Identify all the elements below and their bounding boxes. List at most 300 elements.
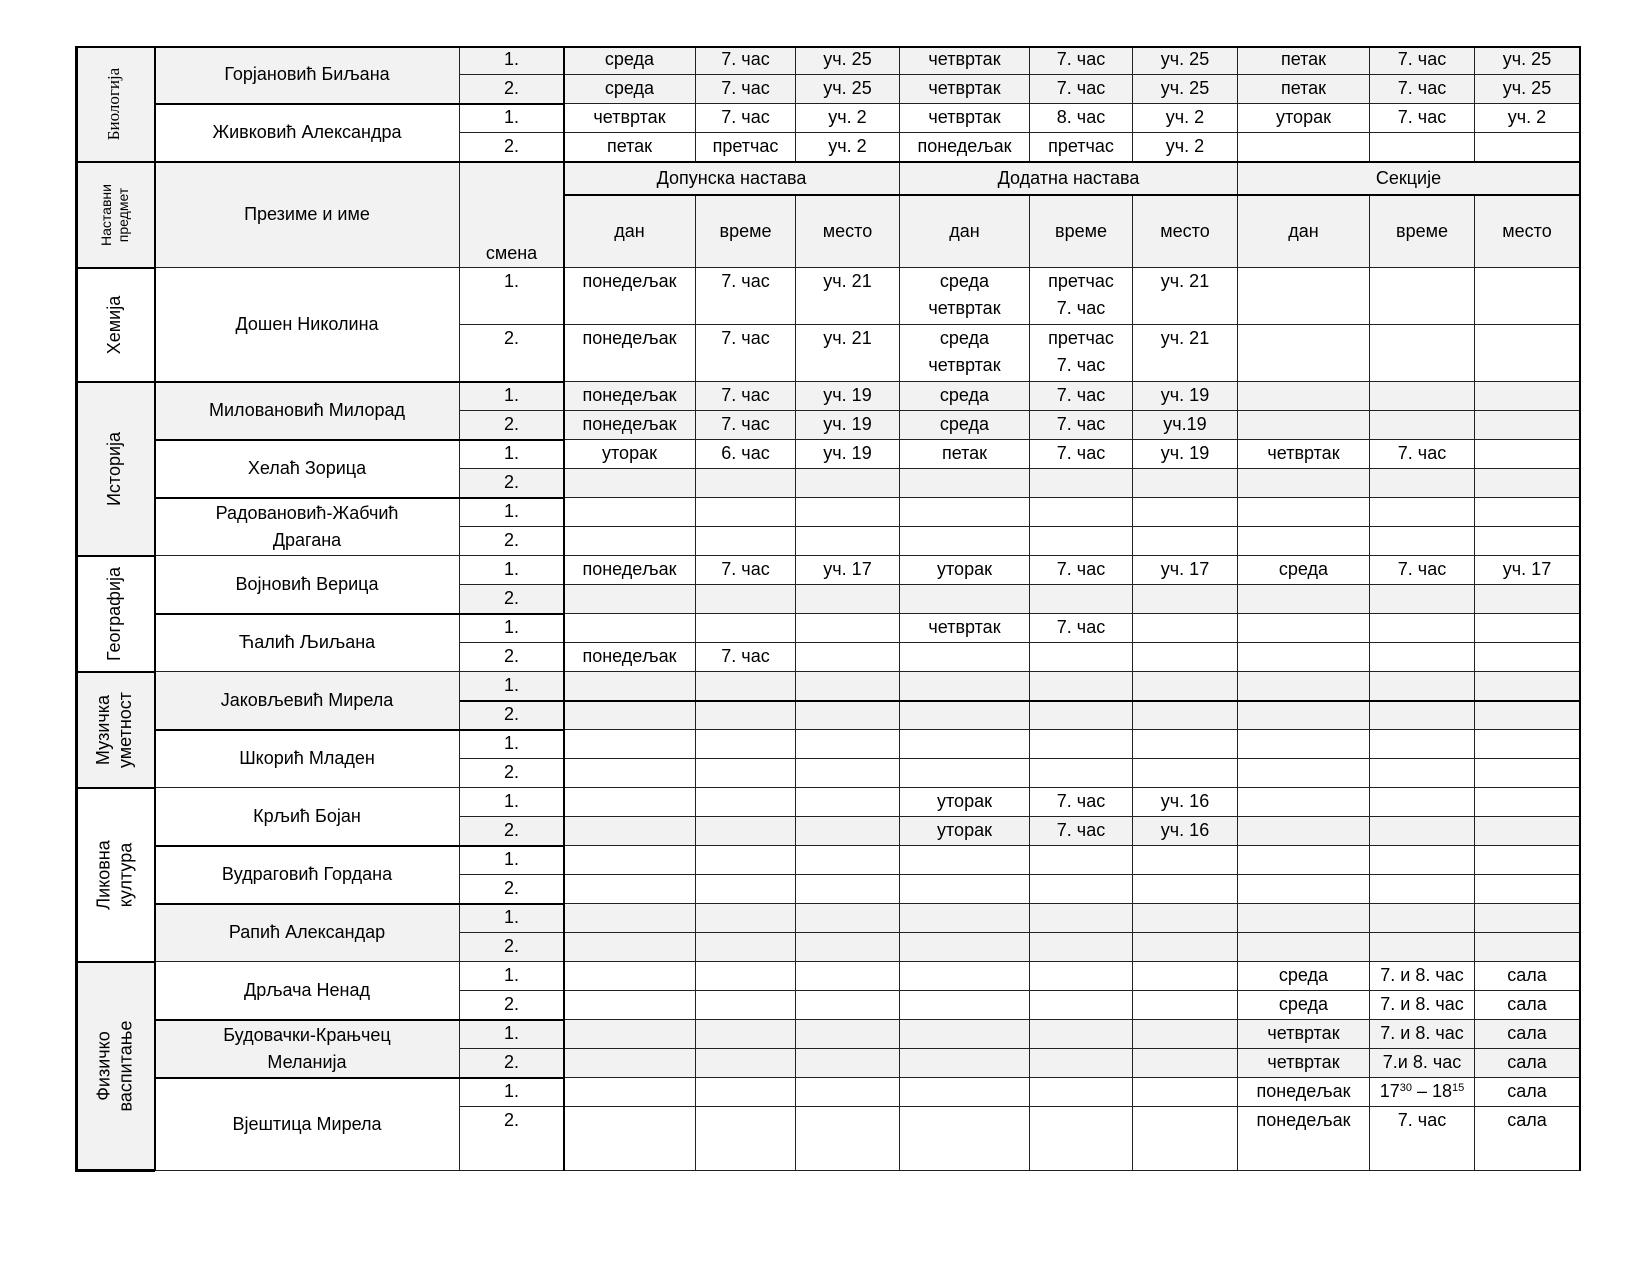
extra-day-cell [564, 846, 696, 875]
extra-place-cell [796, 817, 900, 846]
add-place-cell [1133, 46, 1238, 75]
add-time-cell [1030, 817, 1133, 846]
add-place-cell [1133, 991, 1238, 1020]
cell-text: 7. час [1397, 78, 1447, 98]
add-time-cell [1030, 962, 1133, 991]
cell-text: 7. час [721, 559, 770, 579]
extra-day-cell [564, 469, 696, 498]
sect-time-cell [1370, 556, 1475, 585]
sect-day-cell [1238, 498, 1370, 527]
cell-text: 6. час [721, 443, 770, 463]
add-place-cell [1133, 469, 1238, 498]
teacher-name [155, 556, 460, 614]
add-place-cell [1133, 759, 1238, 788]
add-time-cell [1030, 1078, 1133, 1107]
add-place-cell [1133, 643, 1238, 672]
shift-cell [460, 1078, 564, 1107]
add-day-cell [900, 133, 1030, 162]
add-time-cell [1030, 672, 1133, 701]
shift-cell [460, 268, 564, 325]
add-day-cell [900, 904, 1030, 933]
shift-value: 2. [503, 472, 519, 492]
add-day-cell [900, 962, 1030, 991]
add-time-cell [1030, 875, 1133, 904]
sect-time-cell [1370, 643, 1475, 672]
sect-day-cell [1238, 46, 1370, 75]
cell-text: среда [1278, 994, 1329, 1014]
cell-text: 7. час [1056, 414, 1106, 434]
extra-place-cell [796, 1049, 900, 1078]
cell-text: 7.и 8. час [1382, 1052, 1462, 1072]
extra-time-cell [696, 991, 796, 1020]
add-day-cell [900, 672, 1030, 701]
extra-time-cell [696, 759, 796, 788]
header-sub-place [796, 195, 900, 268]
sect-day-cell [1238, 788, 1370, 817]
cell-text: сала [1507, 1052, 1547, 1072]
extra-day-cell [564, 46, 696, 75]
cell-text: сала [1507, 1110, 1547, 1130]
extra-day-cell [564, 440, 696, 469]
shift-cell [460, 614, 564, 643]
extra-place-cell [796, 846, 900, 875]
add-day-cell [900, 875, 1030, 904]
extra-time-cell [696, 788, 796, 817]
extra-day-cell [564, 962, 696, 991]
sect-time-cell [1370, 382, 1475, 411]
shift-value: 1. [503, 1081, 519, 1101]
sect-day-cell [1238, 991, 1370, 1020]
extra-place-cell [796, 991, 900, 1020]
shift-value: 2. [503, 588, 519, 608]
extra-place-cell [796, 268, 900, 325]
teacher-name-text: Живковић Александра [212, 122, 402, 142]
extra-place-cell [796, 1020, 900, 1049]
border-line [155, 1077, 564, 1079]
cell-text: уч.19 [1163, 414, 1207, 434]
shift-value: 1. [503, 501, 519, 521]
sect-place-cell [1475, 759, 1580, 788]
header-sub-label: дан [1288, 220, 1319, 241]
add-time-cell [1030, 104, 1133, 133]
sect-place-cell [1475, 701, 1580, 730]
shift-cell [460, 991, 564, 1020]
extra-time-cell [696, 1107, 796, 1171]
shift-cell [460, 904, 564, 933]
teacher-name-text: Крљић Бојан [253, 806, 361, 826]
sect-day-cell [1238, 411, 1370, 440]
shift-cell [460, 672, 564, 701]
sect-day-cell [1238, 440, 1370, 469]
sect-time-cell [1370, 469, 1475, 498]
sect-day-cell [1238, 585, 1370, 614]
teacher-name-text: Ћалић Љиљана [238, 632, 376, 652]
add-time-cell [1030, 991, 1133, 1020]
sect-day-cell [1238, 469, 1370, 498]
extra-time-cell [696, 730, 796, 759]
shift-value: 1. [503, 107, 519, 127]
shift-cell [460, 498, 564, 527]
sect-place-cell [1475, 614, 1580, 643]
teacher-name-text: Дошен Николина [235, 314, 379, 334]
cell-text: 7. час [1397, 443, 1447, 463]
cell-text: четвртак [928, 78, 1001, 98]
teacher-name-text: Шкорић Младен [239, 748, 375, 768]
extra-place-cell [796, 440, 900, 469]
add-time-cell [1030, 527, 1133, 556]
sect-time-cell [1370, 440, 1475, 469]
cell-text: уч. 19 [1160, 443, 1210, 463]
extra-time-cell [696, 411, 796, 440]
extra-time-cell [696, 268, 796, 325]
add-place-cell [1133, 104, 1238, 133]
cell-text: уч. 19 [823, 414, 872, 434]
add-day-cell [900, 1020, 1030, 1049]
add-time-cell [1030, 75, 1133, 104]
extra-time-cell [696, 846, 796, 875]
add-day-cell [900, 268, 1030, 325]
sect-time-cell [1370, 527, 1475, 556]
sect-day-cell [1238, 556, 1370, 585]
shift-cell [460, 1107, 564, 1171]
cell-text: уч. 25 [1502, 78, 1552, 98]
extra-place-cell [796, 75, 900, 104]
extra-time-cell [696, 614, 796, 643]
border-line [155, 729, 564, 731]
shift-cell [460, 527, 564, 556]
teacher-name [155, 104, 460, 162]
subject-cell [75, 382, 155, 556]
cell-text: понедељак [582, 646, 677, 666]
cell-text: среда четвртак [928, 271, 1001, 318]
add-place-cell [1133, 817, 1238, 846]
sect-place-cell [1475, 133, 1580, 162]
extra-time-cell [696, 672, 796, 701]
shift-value: 2. [503, 136, 519, 156]
sect-time-cell [1370, 991, 1475, 1020]
header-group-label: Додатна настава [997, 167, 1140, 188]
sect-place-cell [1475, 325, 1580, 382]
extra-place-cell [796, 1078, 900, 1107]
add-place-cell [1133, 133, 1238, 162]
subject-label: Физичко васпитање [93, 1020, 136, 1112]
sect-time-cell [1370, 1107, 1475, 1171]
teacher-name [155, 268, 460, 382]
add-place-cell [1133, 701, 1238, 730]
teacher-name [155, 498, 460, 556]
shift-value: 2. [503, 78, 519, 98]
cell-text: четвртак [1267, 443, 1340, 463]
teacher-name-text: Војновић Верица [235, 574, 379, 594]
sect-place-cell [1475, 527, 1580, 556]
header-subject-label: Наставни предмет [97, 183, 131, 246]
extra-time-cell [696, 701, 796, 730]
add-place-cell [1133, 556, 1238, 585]
border-line [155, 903, 564, 905]
extra-place-cell [796, 904, 900, 933]
sect-place-cell [1475, 498, 1580, 527]
extra-time-cell [696, 556, 796, 585]
sect-place-cell [1475, 730, 1580, 759]
extra-place-cell [796, 382, 900, 411]
cell-text: уч. 16 [1160, 820, 1210, 840]
header-group-1 [900, 162, 1238, 195]
border-line [75, 381, 155, 383]
sect-day-cell [1238, 1049, 1370, 1078]
add-place-cell [1133, 325, 1238, 382]
header-sub-label: дан [614, 220, 645, 241]
sect-time-cell [1370, 1020, 1475, 1049]
cell-text: уч. 25 [1160, 78, 1210, 98]
teacher-name [155, 46, 460, 104]
sect-place-cell [1475, 75, 1580, 104]
extra-time-cell [696, 1020, 796, 1049]
teacher-name [155, 846, 460, 904]
add-place-cell [1133, 614, 1238, 643]
teacher-name [155, 1020, 460, 1078]
sect-time-cell [1370, 268, 1475, 325]
sect-day-cell [1238, 846, 1370, 875]
extra-day-cell [564, 1020, 696, 1049]
extra-day-cell [564, 933, 696, 962]
sect-time-cell [1370, 933, 1475, 962]
cell-text: 7. час [1397, 559, 1447, 579]
add-time-cell [1030, 933, 1133, 962]
sect-day-cell [1238, 701, 1370, 730]
add-day-cell [900, 933, 1030, 962]
extra-day-cell [564, 498, 696, 527]
extra-day-cell [564, 527, 696, 556]
header-sub-day [1238, 195, 1370, 268]
extra-place-cell [796, 701, 900, 730]
shift-value: 2. [503, 936, 519, 956]
add-day-cell [900, 325, 1030, 382]
extra-day-cell [564, 759, 696, 788]
cell-text: уч. 2 [1165, 107, 1205, 127]
header-sub-day [900, 195, 1030, 268]
add-time-cell [1030, 1107, 1133, 1171]
extra-time-cell [696, 133, 796, 162]
sect-place-cell [1475, 46, 1580, 75]
extra-day-cell [564, 1078, 696, 1107]
teacher-name-text: Горјановић Биљана [224, 64, 390, 84]
sect-place-cell [1475, 585, 1580, 614]
sect-place-cell [1475, 382, 1580, 411]
sect-place-cell [1475, 1020, 1580, 1049]
border-line [155, 1019, 564, 1021]
teacher-name-text: Хелаћ Зорица [247, 458, 367, 478]
cell-text: $17^{30} - 18^{15}$ [1379, 1081, 1465, 1101]
cell-text: уч. 25 [1160, 49, 1210, 69]
cell-text: четвртак [593, 107, 666, 127]
add-day-cell [900, 556, 1030, 585]
teacher-name [155, 730, 460, 788]
shift-cell [460, 46, 564, 75]
subject-cell [75, 556, 155, 672]
add-place-cell [1133, 527, 1238, 556]
border-line [75, 961, 155, 963]
shift-value: 2. [503, 762, 519, 782]
sect-place-cell [1475, 411, 1580, 440]
sect-day-cell [1238, 527, 1370, 556]
border-line [75, 671, 155, 673]
cell-text: 7. час [1056, 559, 1106, 579]
cell-text: уч. 21 [823, 328, 872, 348]
cell-text: понедељак [1256, 1110, 1351, 1130]
teacher-name-text: Миловановић Милорад [208, 400, 405, 420]
header-sub-time [1370, 195, 1475, 268]
cell-text: сала [1507, 994, 1547, 1014]
cell-text: 7. час [721, 328, 770, 348]
extra-time-cell [696, 933, 796, 962]
subject-cell [75, 788, 155, 962]
sect-day-cell [1238, 268, 1370, 325]
shift-value: 1. [503, 907, 519, 927]
cell-text: уторак [937, 559, 992, 579]
shift-cell [460, 469, 564, 498]
subject-cell [75, 672, 155, 788]
extra-time-cell [696, 643, 796, 672]
add-day-cell [900, 614, 1030, 643]
cell-text: понедељак [582, 414, 677, 434]
cell-text: уч. 17 [823, 559, 872, 579]
sect-place-cell [1475, 469, 1580, 498]
add-place-cell [1133, 875, 1238, 904]
cell-text: сала [1507, 1023, 1547, 1043]
table-right-border [1579, 46, 1581, 1171]
extra-time-cell [696, 46, 796, 75]
cell-text: уч. 17 [1160, 559, 1210, 579]
cell-text: уторак [937, 791, 992, 811]
sect-time-cell [1370, 701, 1475, 730]
extra-place-cell [796, 133, 900, 162]
extra-place-cell [796, 672, 900, 701]
cell-text: 7. час [1056, 385, 1106, 405]
extra-place-cell [796, 933, 900, 962]
sect-time-cell [1370, 498, 1475, 527]
add-day-cell [900, 1107, 1030, 1171]
shift-cell [460, 382, 564, 411]
shift-cell [460, 440, 564, 469]
teacher-name [155, 440, 460, 498]
add-place-cell [1133, 962, 1238, 991]
extra-place-cell [796, 759, 900, 788]
extra-time-cell [696, 440, 796, 469]
cell-text: среда [939, 414, 990, 434]
subject-label: Историја [104, 431, 125, 506]
add-time-cell [1030, 904, 1133, 933]
extra-place-cell [796, 643, 900, 672]
cell-text: четвртак [1267, 1023, 1340, 1043]
shift-cell [460, 962, 564, 991]
extra-day-cell [564, 75, 696, 104]
subject-cell [75, 962, 155, 1171]
add-time-cell [1030, 730, 1133, 759]
cell-text: среда [1278, 965, 1329, 985]
add-day-cell [900, 846, 1030, 875]
add-day-cell [900, 817, 1030, 846]
sect-place-cell [1475, 904, 1580, 933]
cell-text: уч. 2 [828, 136, 867, 156]
add-time-cell [1030, 325, 1133, 382]
cell-text: петак [606, 136, 653, 156]
cell-text: уторак [937, 820, 992, 840]
add-time-cell [1030, 382, 1133, 411]
cell-text: сала [1507, 1081, 1547, 1101]
cell-text: среда [604, 49, 655, 69]
add-place-cell [1133, 1049, 1238, 1078]
add-time-cell [1030, 614, 1133, 643]
sect-place-cell [1475, 643, 1580, 672]
header-name-label: Презиме и име [244, 204, 370, 224]
sect-day-cell [1238, 933, 1370, 962]
cell-text: уч. 16 [1160, 791, 1210, 811]
table-left-border [75, 46, 78, 1171]
sect-day-cell [1238, 759, 1370, 788]
teacher-name [155, 1078, 460, 1171]
extra-place-cell [796, 614, 900, 643]
sect-time-cell [1370, 962, 1475, 991]
extra-time-cell [696, 325, 796, 382]
add-time-cell [1030, 440, 1133, 469]
shift-cell [460, 1020, 564, 1049]
cell-text: уч. 2 [828, 107, 867, 127]
sect-time-cell [1370, 904, 1475, 933]
add-day-cell [900, 1078, 1030, 1107]
cell-text: уч. 19 [823, 443, 872, 463]
shift-value: 2. [503, 820, 519, 840]
cell-text: уторак [602, 443, 657, 463]
extra-day-cell [564, 701, 696, 730]
subject-cell [75, 268, 155, 382]
add-day-cell [900, 469, 1030, 498]
sect-day-cell [1238, 104, 1370, 133]
add-time-cell [1030, 556, 1133, 585]
cell-text: понедељак [917, 136, 1012, 156]
shift-value: 2. [503, 878, 519, 898]
sect-day-cell [1238, 325, 1370, 382]
shift-cell [460, 104, 564, 133]
extra-time-cell [696, 469, 796, 498]
cell-text: понедељак [1256, 1081, 1351, 1101]
border-line [75, 267, 155, 269]
add-day-cell [900, 527, 1030, 556]
sect-day-cell [1238, 875, 1370, 904]
cell-text: 7. час [1397, 1110, 1447, 1130]
cell-text: 7. час [1397, 107, 1447, 127]
sect-day-cell [1238, 614, 1370, 643]
border-line [460, 700, 1580, 702]
subject-label: Биологија [104, 67, 124, 140]
shift-value: 1. [503, 385, 519, 405]
add-place-cell [1133, 411, 1238, 440]
extra-place-cell [796, 527, 900, 556]
add-place-cell [1133, 498, 1238, 527]
shift-value: 1. [503, 443, 519, 463]
extra-day-cell [564, 556, 696, 585]
sect-day-cell [1238, 1107, 1370, 1171]
border-line [75, 555, 155, 557]
cell-text: уч. 19 [823, 385, 872, 405]
shift-cell [460, 556, 564, 585]
teacher-name [155, 672, 460, 730]
cell-text: 7. час [1056, 78, 1106, 98]
extra-day-cell [564, 904, 696, 933]
cell-text: 7. час [721, 107, 770, 127]
sect-day-cell [1238, 817, 1370, 846]
sect-time-cell [1370, 875, 1475, 904]
teacher-name-text: Рапић Александар [228, 922, 386, 942]
